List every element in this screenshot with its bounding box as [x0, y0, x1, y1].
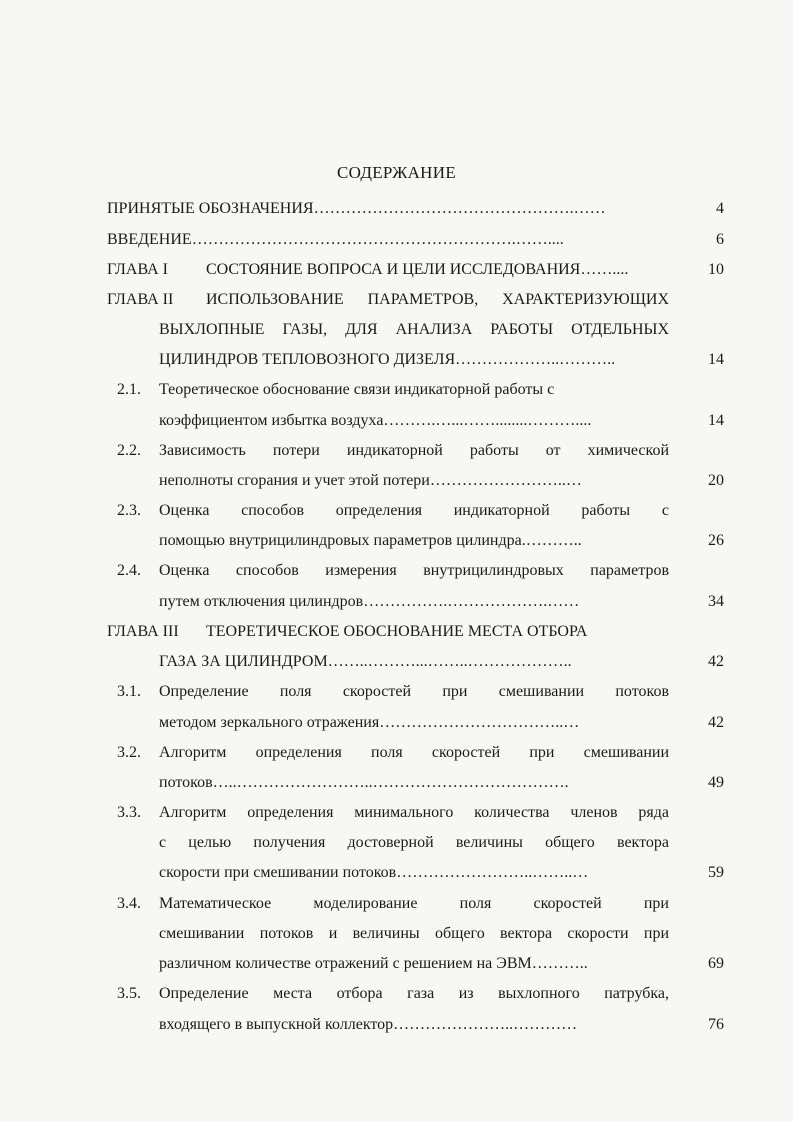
section-number: 3.1. — [117, 683, 141, 700]
chapter-label: ГЛАВА I — [107, 261, 168, 278]
page-title: СОДЕРЖАНИЕ — [336, 163, 457, 182]
toc-section-title: Зависимость потери индикаторной работы от химической — [159, 442, 669, 459]
section-number: 3.5. — [117, 985, 141, 1002]
page-number: 76 — [708, 1016, 724, 1033]
chapter-label: ГЛАВА II — [107, 291, 174, 308]
page-number: 26 — [708, 532, 724, 549]
toc-section-title: Определение места отбора газа из выхлопного патрубка, — [159, 985, 669, 1002]
page-number: 49 — [708, 774, 724, 791]
toc-section-title-line: потоков…..……………………..………………………………. — [159, 774, 569, 791]
toc-section-title-line: входящего в выпускной коллектор…………………..………… — [159, 1016, 578, 1033]
toc-section-title-line: смешивании потоков и величины общего вектора скорости при — [159, 925, 669, 942]
toc-section-title: Алгоритм определения поля скоростей при смешивании — [159, 744, 669, 761]
page-number: 42 — [708, 653, 724, 670]
toc-entry-introduction: ВВЕДЕНИЕ…………………………………………………….…….... — [107, 231, 564, 248]
page-number: 34 — [708, 593, 724, 610]
toc-section-title: Алгоритм определения минимального количества членов ряда — [159, 804, 669, 821]
toc-section-title-line: путем отключения цилиндров…………….……………….…… — [159, 593, 580, 610]
page-number: 69 — [708, 955, 724, 972]
page-number: 4 — [716, 200, 724, 217]
section-number: 2.1. — [117, 381, 141, 398]
toc-chapter-title-line: ВЫХЛОПНЫЕ ГАЗЫ, ДЛЯ АНАЛИЗА РАБОТЫ ОТДЕЛЬНЫХ — [159, 321, 669, 338]
toc-entry-notation: ПРИНЯТЫЕ ОБОЗНАЧЕНИЯ………………………………………….…… — [107, 200, 606, 217]
page-number: 14 — [708, 351, 724, 368]
section-number: 2.3. — [117, 502, 141, 519]
toc-section-title-line: неполноты сгорания и учет этой потери……………………..… — [159, 472, 582, 489]
section-number: 2.4. — [117, 562, 141, 579]
chapter-label: ГЛАВА III — [107, 623, 179, 640]
section-number: 3.4. — [117, 895, 141, 912]
page-number: 59 — [708, 864, 724, 881]
toc-section-title: Определение поля скоростей при смешивании потоков — [159, 683, 669, 700]
page-number: 14 — [708, 412, 724, 429]
toc-chapter-title: ИСПОЛЬЗОВАНИЕ ПАРАМЕТРОВ, ХАРАКТЕРИЗУЮЩИХ — [206, 291, 669, 308]
toc-section-title-line: скорости при смешивании потоков……………………..……..… — [159, 864, 589, 881]
toc-chapter-title-line: ЦИЛИНДРОВ ТЕПЛОВОЗНОГО ДИЗЕЛЯ………………..……….. — [159, 351, 616, 368]
page-number: 6 — [716, 231, 724, 248]
toc-section-title-line: методом зеркального отражения……………………………..… — [159, 714, 580, 731]
toc-chapter-title: ТЕОРЕТИЧЕСКОЕ ОБОСНОВАНИЕ МЕСТА ОТБОРА — [206, 623, 588, 640]
toc-section-title: Оценка способов определения индикаторной работы с — [159, 502, 669, 519]
toc-section-title: Математическое моделирование поля скоростей при — [159, 895, 669, 912]
toc-section-title-line: с целью получения достоверной величины общего вектора — [159, 834, 669, 851]
section-number: 2.2. — [117, 442, 141, 459]
toc-section-title-line: помощью внутрицилиндровых параметров цилиндра.……….. — [159, 532, 582, 549]
toc-section-title: Теоретическое обоснование связи индикаторной работы с — [159, 381, 555, 398]
section-number: 3.2. — [117, 744, 141, 761]
toc-section-title: Оценка способов измерения внутрицилиндровых параметров — [159, 562, 669, 579]
page-number: 42 — [708, 714, 724, 731]
section-number: 3.3. — [117, 804, 141, 821]
page-number: 10 — [708, 261, 724, 278]
toc-section-title-line: различном количестве отражений с решением на ЭВМ……….. — [159, 955, 588, 972]
toc-section-title-line: коэффициентом избытка воздуха……….…...……........……….... — [159, 412, 592, 429]
toc-chapter-title: СОСТОЯНИЕ ВОПРОСА И ЦЕЛИ ИССЛЕДОВАНИЯ…….... — [206, 261, 629, 278]
page-number: 20 — [708, 472, 724, 489]
toc-chapter-title-line: ГАЗА ЗА ЦИЛИНДРОМ……..………...……..……………….. — [159, 653, 572, 670]
